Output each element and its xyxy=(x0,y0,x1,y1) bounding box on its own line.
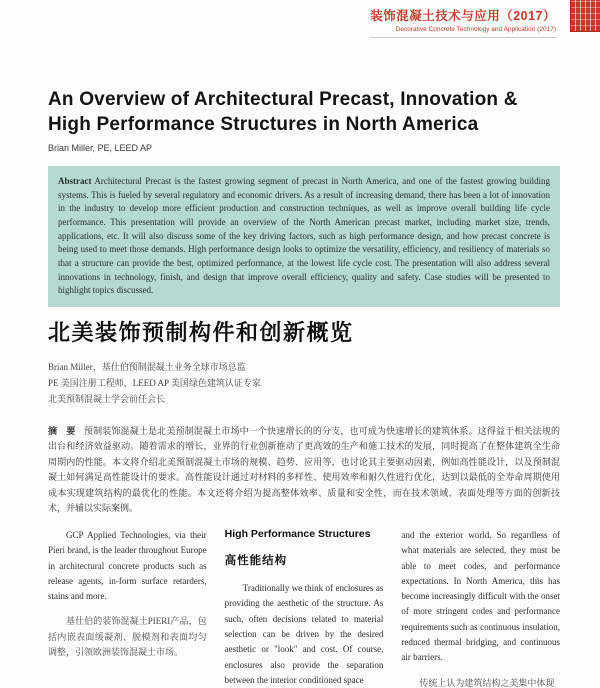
abstract-text: Architectural Precast is the fastest growing segment of precast in North America, and one of the fastest growing building systems. This is fueled by several regulatory and economic drivers. As a result of increasing demand, there has been a lot of innovation in the industry to develop more efficient production and construction techniques, as well as improve overall building life cycle performance. This presentation will provide an overview of the North American precast market, including market size, trends, applications, etc. It will also discuss some of the key driving factors, such as high performance design, and how precast concrete is being used to meet those demands. High performance design looks to optimize the versatility, efficiency, and resiliency of materials so that a structure can provide the best, optimized performance, at the lowest life cycle cost. The presentation will also address several innovations in technology, finish, and design that improve overall efficiency, quality and safety. Case studies will be presented to highlight topics discussed. xyxy=(58,176,550,296)
article-title: An Overview of Architectural Precast, Innovation & High Performance Structures in North America xyxy=(48,88,518,136)
section-heading-en: High Performance Structures xyxy=(224,528,371,540)
column-3 xyxy=(401,528,560,688)
abstract-box xyxy=(48,166,560,307)
body-columns xyxy=(48,528,560,688)
paragraph-en: GCP Applied Technologies, via their Pieri brand, is the leader throughout Europe in architectural concrete products such as release agents, in-form surface retarders, stains and more. xyxy=(48,530,207,602)
journal-header xyxy=(370,6,556,38)
column-2 xyxy=(225,528,384,688)
abstract-zh xyxy=(48,424,560,517)
journal-title: 装饰混凝土技术与应用（2017） xyxy=(370,9,556,23)
abstract-label: Abstract xyxy=(58,176,92,186)
author-zh-line: 北美预制混凝土学会前任会长 xyxy=(48,393,166,404)
red-seal-stamp-icon xyxy=(570,0,600,32)
paragraph-zh: 基仕伯的装饰混凝土PIERI产品，包括内嵌表面缓凝剂、脱模剂和表面均匀调整，引领欧洲装饰混凝土市场。 xyxy=(48,616,207,658)
article-title-zh: 北美装饰预制构件和创新概览 xyxy=(48,320,354,345)
author-zh-line: Brian Miller，基仕伯预制混凝土业务全球市场总监 xyxy=(48,362,246,372)
column-1 xyxy=(48,528,207,688)
author-line: Brian Miller, PE, LEED AP xyxy=(48,143,153,153)
author-zh-line: PE 美国注册工程师，LEED AP 美国绿色建筑认证专家 xyxy=(48,377,261,388)
paragraph-zh: 传统上认为建筑结构之美集中体现 xyxy=(419,677,555,688)
paragraph-en: Traditionally we think of enclosures as providing the aesthetic of the structure. As such, often decisions related to material selection can be driven by the desired aesthetic or "look" and cost. Of course, enclosures also provide the separation between the interior conditioned space xyxy=(224,583,384,685)
abstract-zh-text: 预制装饰混凝土是北美预制混凝土市场中一个快速增长的的分支，也可成为快速增长的建筑体系。这得益于相关法规的出台和经济效益驱动。随着需求的增长，业界的行业创新推动了更高效的生产和施工技术的发展，同时提高了在整体建筑全生命周期内的性能。本文将介绍北美预制混凝土市场的规模、趋势、应用等，也讨论其主要驱动因素，例如高性能设计，以及预制混凝土如何满足高性能设计的要求。高性能设计通过对材料的多样性、使用效率和耐久性进行优化，达到以最低的全寿命周期使用成本实现建筑结构的最优化的性能。本文还将介绍为提高整体效率、质量和安全性，而在技术领域、表面处理等方面的创新技术，并辅以实际案例。 xyxy=(48,426,560,514)
abstract-zh-label: 摘 要 xyxy=(48,426,76,436)
author-affiliation-zh xyxy=(48,360,261,407)
paragraph-en: and the exterior world. So regardless of what materials are selected, they must be able to meet codes, and performance expectations. In North America, this has become increasingly difficult with the onset of more stringent codes and performance requirements such as continuous insulation, reduced thermal bridging, and continuous air barriers. xyxy=(401,530,560,663)
section-heading-zh: 高性能结构 xyxy=(224,554,288,567)
journal-subtitle: Decorative Concrete Technology and Application (2017) xyxy=(370,26,556,38)
